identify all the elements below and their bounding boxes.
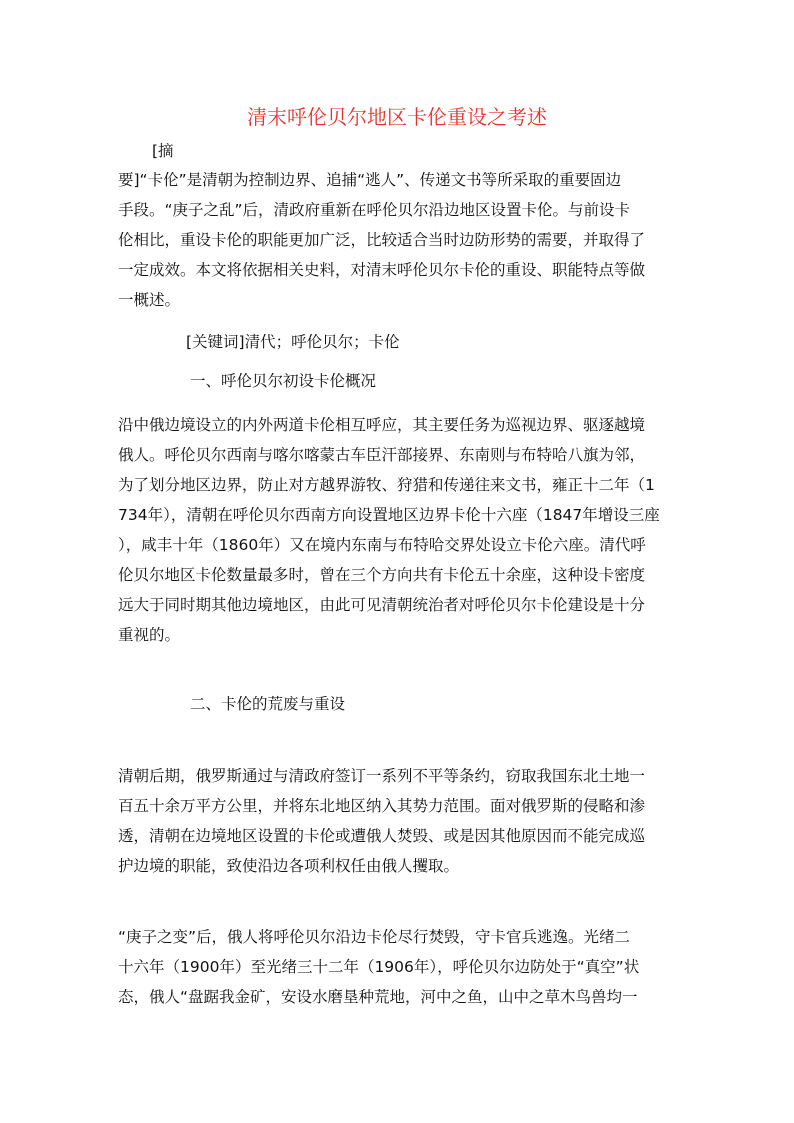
text-line: “庚子之变”后，俄人将呼伦贝尔沿边卡伦尽行焚毁，守卡官兵逃逸。光绪二 [118,928,631,946]
text-line: 734年），清朝在呼伦贝尔西南方向设置地区边界卡伦十六座（1847年增设三座 [118,506,660,524]
text-line: 要]“卡伦”是清朝为控制边界、追捕“逃人”、传递文书等所采取的重要固边 [118,171,622,189]
section-2-paragraph [118,761,678,881]
text-line: 一概述。 [118,291,181,309]
abstract-head: [摘 [152,142,174,160]
text-line: 俄人。呼伦贝尔西南与喀尔喀蒙古车臣汗部接界、东南则与布特哈八旗为邻， [118,446,646,464]
text-line: 远大于同时期其他边境地区，由此可见清朝统治者对呼伦贝尔卡伦建设是十分 [118,596,646,614]
text-line: 重视的。 [118,626,181,644]
document-title: 清末呼伦贝尔地区卡伦重设之考述 [247,105,547,129]
text-line: ），咸丰十年（1860年）又在境内东南与布特哈交界处设立卡伦六座。清代呼 [118,536,646,554]
section-3-paragraph [118,922,678,1012]
text-line: 百五十余万平方公里，并将东北地区纳入其势力范围。面对俄罗斯的侵略和渗 [118,797,646,815]
text-line: 伦贝尔地区卡伦数量最多时，曾在三个方向共有卡伦五十余座，这种设卡密度 [118,566,646,584]
text-line: 伦相比，重设卡伦的职能更加广泛，比较适合当时边防形势的需要，并取得了 [118,231,646,249]
section-heading-1: 一、呼伦贝尔初设卡伦概况 [190,372,377,390]
text-line: 态，俄人“盘踞我金矿，安设水磨垦种荒地，河中之鱼，山中之草木鸟兽均一 [118,988,638,1006]
section-1-paragraph [118,410,678,650]
text-line: 十六年（1900年）至光绪三十二年（1906年），呼伦贝尔边防处于“真空”状 [118,958,640,976]
text-line: 透，清朝在边境地区设置的卡伦或遭俄人焚毁、或是因其他原因而不能完成巡 [118,827,646,845]
section-heading-2: 二、卡伦的荒废与重设 [190,695,346,713]
text-line: 清朝后期，俄罗斯通过与清政府签订一系列不平等条约，窃取我国东北土地一 [118,767,646,785]
text-line: 沿中俄边境设立的内外两道卡伦相互呼应，其主要任务为巡视边界、驱逐越境 [118,416,646,434]
text-line: 手段。“庚子之乱”后，清政府重新在呼伦贝尔沿边地区设置卡伦。与前设卡 [118,201,631,219]
text-line: 为了划分地区边界，防止对方越界游牧、狩猎和传递往来文书，雍正十二年（1 [118,476,655,494]
text-line: 护边境的职能，致使沿边各项利权任由俄人攫取。 [118,857,460,875]
text-line: 一定成效。本文将依据相关史料，对清末呼伦贝尔卡伦的重设、职能特点等做 [118,261,646,279]
keywords: [关键词]清代；呼伦贝尔；卡伦 [186,333,400,351]
abstract-paragraph [118,165,678,315]
